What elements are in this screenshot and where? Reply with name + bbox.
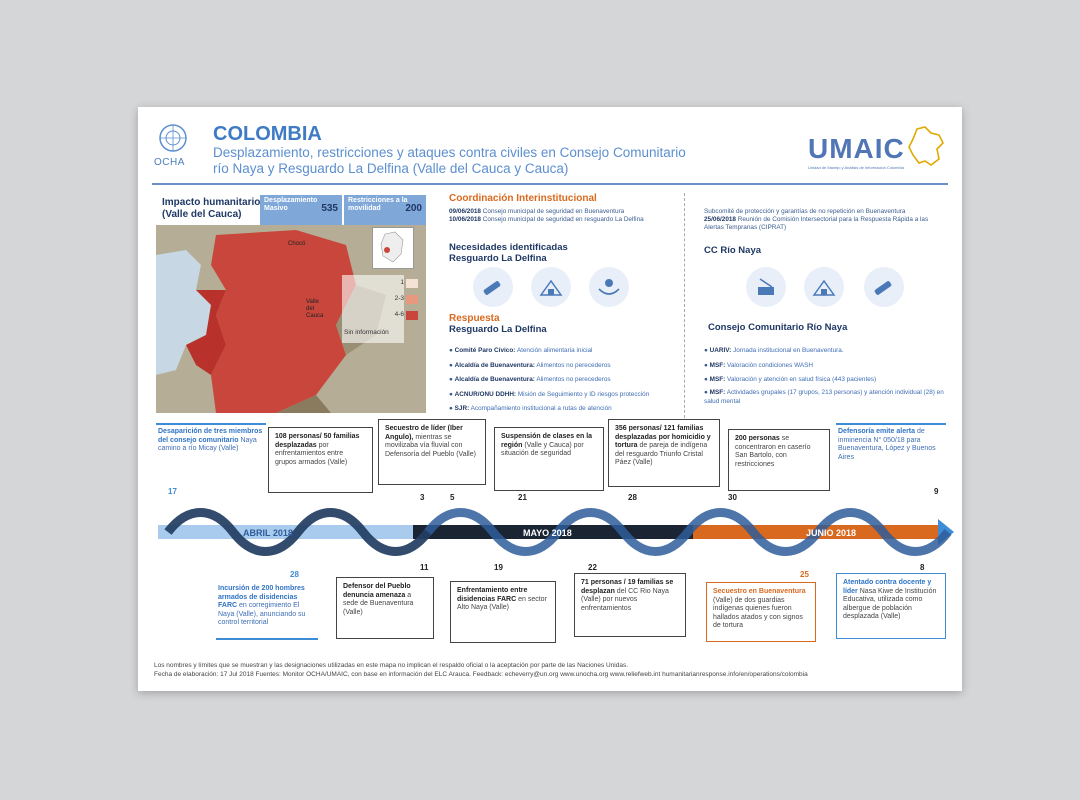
event-card: Suspensión de clases en la región (Valle y Cauca) por situación de seguridad (494, 427, 604, 491)
subtitle-line-1: Desplazamiento, restricciones y ataques contra civiles en Consejo Comunitario (213, 145, 686, 160)
event-day: 3 (420, 493, 425, 502)
event-day: 9 (934, 487, 939, 496)
coordination-right-list (704, 208, 934, 232)
cc-rio-naya-title: CC Río Naya (704, 245, 762, 256)
event-day: 22 (588, 563, 597, 572)
legend-label-1: 1 (400, 279, 404, 286)
response-item: ● Alcaldía de Buenaventura: Alimentos no perecederos (449, 361, 611, 369)
response-right-list (704, 344, 949, 406)
response-item: ● MSF: Valoración y atención en salud física (443 pacientes) (704, 376, 877, 383)
map-legend (342, 275, 404, 343)
stat-displacement-value: 535 (321, 203, 338, 214)
event-day: 28 (290, 570, 299, 579)
event-card: Defensoría emite alerta de inminencia N° 050/18 para Buenaventura, López y Buenos Aires (836, 423, 946, 483)
stat-restrictions-value: 200 (405, 203, 422, 214)
impact-title: Impacto humanitario (Valle del Cauca) (162, 197, 261, 220)
health-kit-icon (473, 267, 513, 307)
protection-icon (589, 267, 629, 307)
event-card: Incursión de 200 hombres armados de disidencias FARC en corregimiento El Naya (Valle), anunciando su control territorial (216, 582, 318, 640)
event-card: 108 personas/ 50 familias desplazadas por enfrentamientos entre grupos armados (Valle) (268, 427, 373, 493)
event-day: 5 (450, 493, 455, 502)
page-title: COLOMBIA (213, 123, 322, 145)
stat-displacement (260, 195, 342, 225)
event-day: 30 (728, 493, 737, 502)
response-item: ● Comité Paro Cívico: Atención alimentaria inicial (449, 347, 593, 354)
inset-map (372, 227, 414, 269)
event-card: Defensor del Pueblo denuncia amenaza a sede de Buenaventura (Valle) (336, 577, 434, 639)
coordination-left-list (449, 208, 684, 224)
response-item: ● ACNUR/ONU DDHH: Misión de Seguimiento y ID riesgos protección (449, 390, 650, 398)
legend-label-3: 4-6 (394, 311, 404, 318)
un-emblem-icon (154, 121, 192, 155)
response-left-list (449, 344, 679, 417)
response-right-title: Consejo Comunitario Río Naya (708, 322, 848, 333)
coordination-item: 25/06/2018 Reunión de Comisión Intersectorial para la Respuesta Rápida a las Alertas Tempranas (CIPRAT) (704, 216, 929, 231)
legend-swatch-3 (406, 311, 418, 320)
shelter-icon (531, 267, 571, 307)
coordination-item: 09/06/2018 Consejo municipal de seguridad en Buenaventura (449, 208, 625, 215)
month-label-april: ABRIL 2018 (243, 528, 293, 538)
stat-restrictions (344, 195, 426, 225)
event-day: 11 (420, 563, 429, 572)
coordination-title: Coordinación Interinstitucional (449, 193, 597, 204)
coordination-item: 10/06/2018 Consejo municipal de seguridad en resguardo La Delfina (449, 216, 644, 223)
subtitle-line-2: río Naya y Resguardo La Delfina (Valle del Cauca y Cauca) (213, 161, 569, 176)
event-card: 71 personas / 19 familias se desplazan del CC Rio Naya (Valle) por nuevos enfrentamientos (574, 573, 686, 637)
event-card: Atentado contra docente y líder Nasa Kiwe de Institución Educativa, utilizada como albergue de población desplazada (Valle) (836, 573, 946, 639)
umaic-logo: UMAIC (808, 133, 905, 164)
inset-colombia-icon (373, 228, 413, 268)
footer-sources: Fecha de elaboración: 17 Jul 2018 Fuentes: Monitor OCHA/UMAIC, con base en información del ELC Arauca. Feedback: echeverry@un.org www.unocha.org www.reliefweb.int humanitarianresponse.info/en/operations/colombia (154, 671, 808, 678)
event-card: Secuestro en Buenaventura (Valle) de dos guardias indígenas quienes fueron hallados atados y con signos de tortura (706, 582, 816, 642)
footer (154, 661, 954, 679)
legend-swatch-2 (406, 295, 418, 304)
response-title: Respuesta (449, 313, 500, 324)
needs-title: Necesidades identificadas Resguardo La Delfina (449, 242, 568, 264)
event-card: 200 personas se concentraron en caserío San Bartolo, con restricciones (728, 429, 830, 491)
response-item: ● MSF: Actividades grupales (17 grupos, 213 personas) y atención individual (28) en salud mental (704, 388, 944, 405)
event-day: 25 (800, 570, 809, 579)
stat-displacement-label: Desplazamiento Masivo (264, 197, 318, 212)
infographic-sheet (138, 107, 962, 691)
map-label-choco: Chocó (288, 241, 306, 247)
response-item: ● Alcaldía de Buenaventura: Alimentos no perecederos (449, 376, 611, 383)
event-day: 19 (494, 563, 503, 572)
umaic-subtitle: Unidad de Manejo y Análisis de Información Colombia (808, 165, 904, 170)
legend-label-nodata: Sin información (344, 329, 389, 336)
response-item: ● UARIV: Jornada institucional en Buenaventura. (704, 347, 844, 354)
response-left-title: Resguardo La Delfina (449, 324, 547, 335)
header-rule (152, 183, 948, 185)
legend-label-2: 2-3 (394, 295, 404, 302)
column-divider (684, 193, 686, 423)
event-day: 21 (518, 493, 527, 502)
event-card: Enfrentamiento entre disidencias FARC en sector Alto Naya (Valle) (450, 581, 556, 643)
food-icon (746, 267, 786, 307)
event-card: 356 personas/ 121 familias desplazadas por homicidio y tortura de pareja de indígena del resguardo Triunfo Cristal Páez (Valle) (608, 419, 720, 487)
colombia-outline-icon (903, 125, 947, 169)
ocha-label: OCHA (154, 157, 185, 168)
stat-restrictions-label: Restricciones a la movilidad (348, 197, 408, 212)
health-kit-icon (864, 267, 904, 307)
response-item: ● SJR: Acompañamiento institucional a rutas de atención (449, 405, 612, 412)
event-card: Secuestro de líder (Iber Angulo), mientras se movilizaba vía fluvial con Defensoría del Pueblo (Valle) (378, 419, 486, 485)
event-day: 8 (920, 563, 925, 572)
map-label-valle: Valle del Cauca (306, 299, 324, 319)
event-day: 28 (628, 493, 637, 502)
response-item: ● MSF: Valoración condiciones WASH (704, 361, 814, 369)
legend-swatch-1 (406, 279, 418, 288)
event-card: Desaparición de tres miembros del consejo comunitario Naya camino a río Micay (Valle) (156, 423, 266, 483)
month-label-may: MAYO 2018 (523, 528, 572, 538)
month-label-june: JUNIO 2018 (806, 528, 857, 538)
coordination-item: Subcomité de protección y garantías de no repetición en Buenaventura (704, 208, 906, 215)
shelter-icon (804, 267, 844, 307)
footer-disclaimer: Los nombres y límites que se muestran y las designaciones utilizadas en este mapa no implican el respaldo oficial o la aceptación por parte de las Naciones Unidas. (154, 662, 629, 669)
event-day: 17 (168, 487, 177, 496)
page-subtitle (213, 145, 733, 177)
